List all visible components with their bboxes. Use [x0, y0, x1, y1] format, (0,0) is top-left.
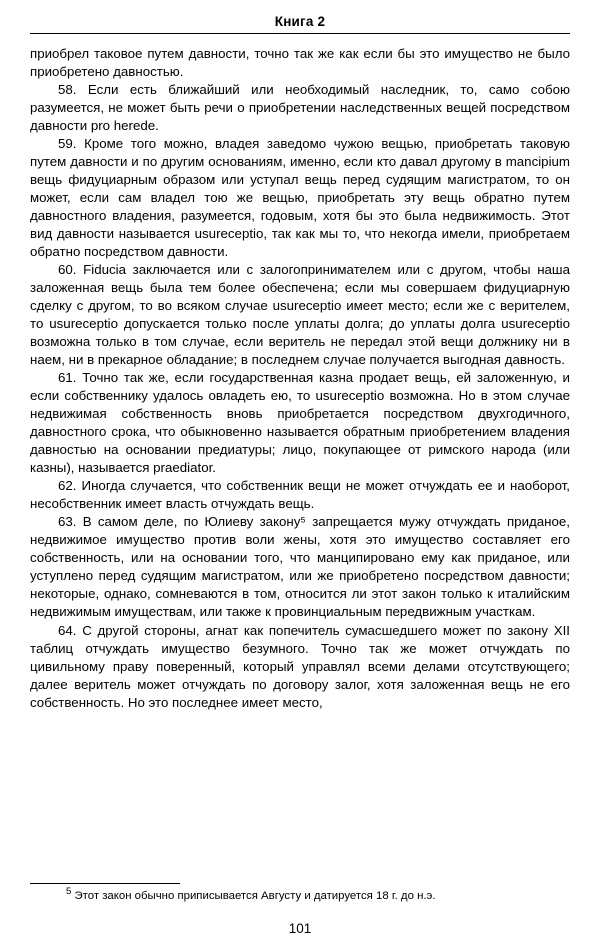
page-number: 101	[288, 921, 312, 936]
paragraph-60: 60. Fiducia заключается или с залогопринимателем или с другом, чтобы наша заложенная вещь была тем более обеспечена; если мы совершаем фидуциарную сделку с другом, то во всяком случае usureceptio имеет место; если же с верителем, то usureceptio допускается только после уплаты долга; до уплаты долга usureceptio возможна только в том случае, если веритель не передал этой вещи должнику ни в наем, ни в прекарное обладание; в последнем случае получается выгодная давность.	[30, 262, 570, 368]
paragraph-intro: приобрел таковое путем давности, точно так же как если бы это имущество не было приобретено давностью.	[30, 46, 570, 80]
paragraph-59: 59. Кроме того можно, владея заведомо чужою вещью, приобретать таковую путем давности и по другим основаниям, именно, если кто давал другому в mancipium вещь фидуциарным образом или уступал вещь перед судящим магистратом, то он может, если сам владел тою же вещью, приобретать эту вещь обратно путем давностного владения, разумеется, годовым, хотя бы это была недвижимость. Этот вид давности называется usureceptio, так как мы то, что некогда имели, приобретаем обратно посредством давности.	[30, 136, 570, 260]
footnote-divider	[30, 883, 180, 884]
paragraph-63: 63. В самом деле, по Юлиеву закону⁵ запрещается мужу отчуждать приданое, недвижимое имущество против воли жены, хотя это имущество составляет его собственность, или на основании того, что манципировано ему как приданое, или уступлено перед судящим магистратом, или же приобретено посредством давности; некоторые, однако, сомневаются в том, относится ли этот закон только к италийским недвижимым имуществам, или также к провинциальным передвижным участкам.	[30, 514, 570, 620]
paragraph-64: 64. С другой стороны, агнат как попечитель сумасшедшего может по закону XII таблиц отчуждать имущество безумного. Точно так же может отчуждать по цивильному праву поверенный, который управлял всеми делами отсутствующего; далее веритель может отчуждать по договору залог, хотя заложенная вещь не его собственность. Но это последнее имеет место,	[30, 622, 570, 710]
paragraph-62: 62. Иногда случается, что собственник вещи не может отчуждать ее и наоборот, несобственник имеет власть отчуждать вещь.	[30, 478, 570, 512]
paragraph-61: 61. Точно так же, если государственная казна продает вещь, ей заложенную, и если собственнику удалось овладеть ею, то usureceptio возможна. Но в этом случае недвижимая собственность вновь приобретается посредством двухгодичного, давностного срока, что обыкновенно называется обратным приобретением владения давностью на основании предиатуры; лицо, покупающее от римского народа (или казны), называется praediator.	[30, 370, 570, 476]
paragraph-58: 58. Если есть ближайший или необходимый наследник, то, само собою разумеется, не может быть речи о приобретении наследственных вещей посредством давности pro herede.	[30, 82, 570, 134]
footnote-text: Этот закон обычно приписывается Августу и датируется 18 г. до н.э.	[74, 890, 436, 903]
header-divider	[30, 33, 570, 34]
footnote-area	[30, 883, 570, 904]
page-header-title: Книга 2	[274, 14, 326, 29]
footnote-marker: 5	[66, 886, 72, 898]
body-text	[30, 45, 570, 712]
footnote	[30, 886, 570, 904]
